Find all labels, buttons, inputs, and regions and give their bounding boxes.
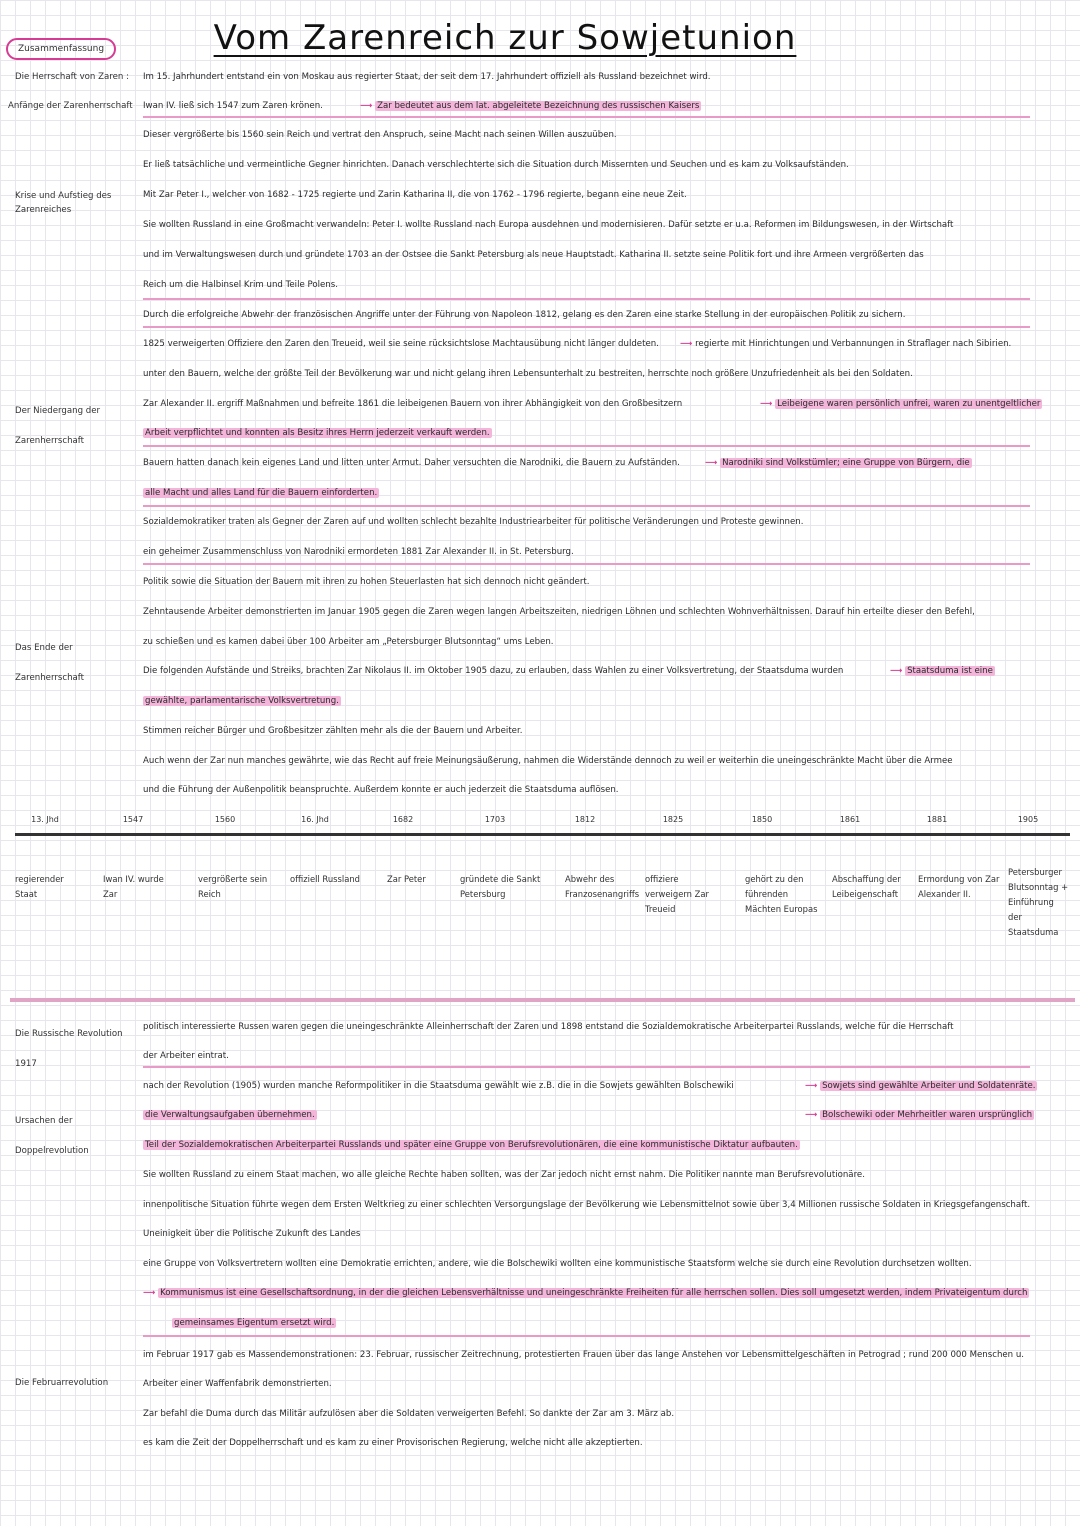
arrow-note — [805, 1110, 1034, 1120]
arrow-icon: ⟶ — [760, 399, 773, 409]
timeline-label: gründete die Sankt Petersburg — [460, 874, 541, 899]
arrow-note — [705, 458, 972, 468]
timeline-tick: 1861 — [839, 815, 861, 824]
summary-badge: Zusammenfassung — [6, 38, 116, 60]
arrow-note — [760, 399, 1042, 409]
arrow-icon: ⟶ — [890, 666, 903, 676]
highlight-note: gewählte, parlamentarische Volksvertretung. — [145, 696, 339, 706]
timeline-label: regierender Staat — [15, 874, 64, 899]
timeline-tick: 1547 — [122, 815, 144, 824]
text-line: Die folgenden Aufstände und Streiks, brachten Zar Nikolaus II. im Oktober 1905 dazu, zu erlauben, dass Wahlen zu einer Volksvertretung, der Staatsduma wurden — [143, 666, 844, 676]
text-line: Dieser vergrößerte bis 1560 sein Reich und vertrat den Anspruch, seine Macht nach seinen Willen auszuüben. — [143, 130, 617, 140]
text-line: Im 15. Jahrhundert entstand ein von Moskau aus regierter Staat, der seit dem 17. Jahrhundert offiziell als Russland bezeichnet wird. — [143, 72, 711, 82]
highlight-note: gemeinsames Eigentum ersetzt wird. — [174, 1318, 335, 1328]
section-divider — [10, 998, 1075, 1002]
timeline-tick: 1682 — [392, 815, 414, 824]
note-text: regierte mit Hinrichtungen und Verbannungen in Straflager nach Sibirien. — [695, 339, 1012, 349]
section-label-anfaenge: Anfänge der Zarenherrschaft — [8, 101, 133, 111]
text-line: Arbeiter einer Waffenfabrik demonstrierten. — [143, 1379, 332, 1389]
highlight-line — [143, 696, 341, 706]
text-line: Politik sowie die Situation der Bauern mit ihren zu hohen Steuerlasten hat sich dennoch nicht geändert. — [143, 577, 590, 587]
text-line: Mit Zar Peter I., welcher von 1682 - 1725 regierte und Zarin Katharina II, die von 1762 - 1796 regierte, begann eine neue Zeit. — [143, 190, 687, 200]
divider — [143, 298, 1030, 300]
text-line: zu schießen und es kamen dabei über 100 Arbeiter am „Petersburger Blutsonntag“ ums Leben. — [143, 637, 554, 647]
text-line: Stimmen reicher Bürger und Großbesitzer zählten mehr als die der Bauern und Arbeiter. — [143, 726, 523, 736]
arrow-icon: ⟶ — [680, 339, 693, 349]
highlight-note: die Verwaltungsaufgaben übernehmen. — [145, 1110, 315, 1120]
arrow-icon: ⟶ — [705, 458, 718, 468]
text-line: Uneinigkeit über die Politische Zukunft des Landes — [143, 1229, 361, 1239]
text-line: und die Führung der Außenpolitik beanspruchte. Außerdem konnte er auch jederzeit die Staatsduma auflösen. — [143, 785, 619, 795]
timeline-label: offiziere verweigern Zar Treueid — [645, 874, 709, 914]
timeline-tick: 1812 — [574, 815, 596, 824]
timeline-tick: 1881 — [926, 815, 948, 824]
text-line: nach der Revolution (1905) wurden manche Reformpolitiker in die Staatsduma gewählt wie z.B. die in die Sowjets gewählten Bolschewiki — [143, 1081, 734, 1091]
divider — [143, 563, 1030, 565]
section-label-niedergang: Der Niedergang der Zarenherrschaft — [15, 406, 101, 446]
text-line: eine Gruppe von Volksvertretern wollten eine Demokratie errichten, andere, wie die Bolschewiki wollten eine kommunistische Staatsform welche sie durch eine Revolution durchsetzen wollten. — [143, 1259, 972, 1269]
timeline-tick: 1560 — [214, 815, 236, 824]
highlight-line — [143, 428, 492, 438]
highlight-note: Kommunismus ist eine Gesellschaftsordnung, in der die gleichen Lebensverhältnisse und uneingeschränkte Freiheiten für alle herrschen sollen. Dies soll umgesetzt werden, indem Privateigentum durch — [160, 1288, 1028, 1298]
highlight-note: Sowjets sind gewählte Arbeiter und Soldatenräte. — [822, 1081, 1036, 1091]
divider — [143, 326, 1030, 328]
text-line: Sozialdemokratiker traten als Gegner der Zaren auf und wollten schlecht bezahlte Industriearbeiter für politische Veränderungen und Proteste gewinnen. — [143, 517, 804, 527]
section-label-ende: Das Ende der Zarenherrschaft — [15, 643, 85, 683]
text-line: es kam die Zeit der Doppelherrschaft und es kam zu einer Provisorischen Regierung, welche nicht alle akzeptierten. — [143, 1438, 643, 1448]
text-line: Er ließ tatsächliche und vermeintliche Gegner hinrichten. Danach verschlechterte sich die Situation durch Missernten und Seuchen und es kam zu Volksaufständen. — [143, 160, 849, 170]
text-line: Sie wollten Russland zu einem Staat machen, wo alle gleiche Rechte haben sollten, was der Zar jedoch nicht ernst nahm. Die Politiker nannte man Berufsrevolutionäre. — [143, 1170, 865, 1180]
highlight-note: Staatsduma ist eine — [907, 666, 993, 676]
section-label-ursachen: Ursachen der Doppelrevolution — [15, 1116, 89, 1156]
text-line: Auch wenn der Zar nun manches gewährte, wie das Recht auf freie Meinungsäußerung, nahmen die Widerstände dennoch zu weil er weiterhin die uneingeschränkte Macht über die Armee — [143, 756, 953, 766]
text-line: innenpolitische Situation führte wegen dem Ersten Weltkrieg zu einer schlechten Versorgungslage der Bevölkerung wie Lebensmittelnot sowie über 3,4 Millionen russische Soldaten in Kriegsgefangenschaft. — [143, 1200, 1031, 1210]
text-line: politisch interessierte Russen waren gegen die uneingeschränkte Alleinherrschaft der Zaren und 1898 entstand die Sozialdemokratische Arbeiterpartei Russlands, welche für die Herrschaft — [143, 1022, 954, 1032]
timeline-label: Iwan IV. wurde Zar — [103, 874, 164, 899]
timeline-tick: 1825 — [662, 815, 684, 824]
highlight-note: Bolschewiki oder Mehrheitler waren ursprünglich — [822, 1110, 1033, 1120]
divider — [143, 445, 1030, 447]
section-label-krise: Krise und Aufstieg des Zarenreiches — [15, 191, 112, 215]
text-line: Durch die erfolgreiche Abwehr der französischen Angriffe unter der Führung von Napoleon 1812, gelang es den Zaren eine starke Stellung in der europäischen Politik zu sichern. — [143, 310, 906, 320]
timeline-label: gehört zu den führenden Mächten Europas — [745, 874, 818, 914]
divider — [143, 116, 1030, 118]
arrow-icon: ⟶ — [805, 1081, 818, 1091]
arrow-icon: ⟶ Zar bedeutet aus dem lat. abgeleitete Bezeichnung des russischen Kaisers — [360, 101, 700, 111]
page-title: Vom Zarenreich zur Sowjetunion — [213, 18, 797, 58]
timeline-label: offiziell Russland — [290, 874, 360, 884]
arrow-icon: ⟶ — [143, 1288, 156, 1298]
text-line: und im Verwaltungswesen durch und gründete 1703 an der Ostsee die Sankt Petersburg als neue Hauptstadt. Katharina II. setzte seine Politik fort und ihre Armeen vergrößerten das — [143, 250, 924, 260]
timeline-tick: 13. Jhd — [31, 815, 59, 824]
highlight-note: Leibeigene waren persönlich unfrei, waren zu unentgeltlicher — [777, 399, 1041, 409]
text-line: im Februar 1917 gab es Massendemonstrationen: 23. Februar, russischer Zeitrechnung, protestierten Frauen über das lange Anstehen vor Lebensmittelgeschäften in Petrograd ; rund 200 000 Menschen u. — [143, 1350, 1025, 1360]
highlight-note: Narodniki sind Volkstümler; eine Gruppe von Bürgern, die — [722, 458, 970, 468]
section-label-revolution: Die Russische Revolution 1917 — [15, 1029, 123, 1069]
highlight-note: alle Macht und alles Land für die Bauern einforderten. — [145, 488, 378, 498]
text-line: unter den Bauern, welche der größte Teil der Bevölkerung war und nicht gelang ihren Lebensunterhalt zu bestreiten, herrschte noch größere Unzufriedenheit als bei den Soldaten. — [143, 369, 913, 379]
timeline-label: Zar Peter — [387, 874, 426, 884]
timeline-tick: 1905 — [1017, 815, 1039, 824]
arrow-note — [680, 339, 1011, 349]
divider — [143, 505, 1030, 507]
text-line: Zar befahl die Duma durch das Militär aufzulösen aber die Soldaten verweigerten Befehl. So dankte der Zar am 3. März ab. — [143, 1409, 675, 1419]
text-line: Sie wollten Russland in eine Großmacht verwandeln: Peter I. wollte Russland nach Europa ausdehnen und modernisieren. Dafür setzte er u.a. Reformen im Bildungswesen, in der Wirtschaft — [143, 220, 954, 230]
highlight-line — [143, 1140, 800, 1150]
highlight-note: Teil der Sozialdemokratischen Arbeiterpartei Russlands und später eine Gruppe von Berufsrevolutionären, die eine kommunistische Diktatur aufbauten. — [145, 1140, 798, 1150]
highlight-line — [143, 1110, 317, 1120]
highlight-note: Arbeit verpflichtet und konnten als Besitz ihres Herrn jederzeit verkauft werden. — [145, 428, 490, 438]
timeline-axis — [15, 833, 1070, 836]
text-line: Iwan IV. ließ sich 1547 zum Zaren krönen. — [143, 101, 323, 111]
timeline-tick: 1850 — [751, 815, 773, 824]
divider — [143, 1335, 1030, 1337]
timeline-label: Abschaffung der Leibeigenschaft — [832, 874, 901, 899]
timeline-label: vergrößerte sein Reich — [198, 874, 268, 899]
timeline-label: Ermordung von Zar Alexander II. — [918, 874, 1000, 899]
text-line: ein geheimer Zusammenschluss von Narodniki ermordeten 1881 Zar Alexander II. in St. Petersburg. — [143, 547, 574, 557]
text-line: Zehntausende Arbeiter demonstrierten im Januar 1905 gegen die Zaren wegen langen Arbeitszeiten, niedrigen Löhnen und schlechten Wohnverhältnissen. Darauf hin erteilte dieser den Befehl, — [143, 607, 975, 617]
text-line: 1825 verweigerten Offiziere den Zaren den Treueid, weil sie seine rücksichtslose Machtausübung nicht länger duldeten. — [143, 339, 659, 349]
timeline-tick: 16. Jhd — [301, 815, 329, 824]
arrow-note — [143, 1288, 1029, 1298]
divider — [143, 1066, 1030, 1068]
section-label-herrschaft: Die Herrschaft von Zaren : — [15, 72, 129, 82]
text-line: Bauern hatten danach kein eigenes Land und litten unter Armut. Daher versuchten die Narodniki, die Bauern zu Aufständen. — [143, 458, 680, 468]
text-line: der Arbeiter eintrat. — [143, 1051, 229, 1061]
timeline-label: Abwehr des Franzosenangriffs — [565, 874, 640, 899]
arrow-icon: ⟶ — [805, 1110, 818, 1120]
arrow-note — [805, 1081, 1037, 1091]
timeline-tick: 1703 — [484, 815, 506, 824]
arrow-note — [890, 666, 995, 676]
section-label-februar: Die Februarrevolution — [15, 1378, 109, 1388]
highlight-line — [143, 488, 379, 498]
highlight-note: Zar bedeutet aus dem lat. abgeleitete Bezeichnung des russischen Kaisers — [377, 101, 700, 111]
highlight-line — [172, 1318, 336, 1328]
timeline-label: Petersburger Blutsonntag + Einführung der Staatsduma — [1008, 867, 1069, 937]
text-line: Zar Alexander II. ergriff Maßnahmen und befreite 1861 die leibeigenen Bauern von ihrer Abhängigkeit von den Großbesitzern — [143, 399, 683, 409]
text-line: Reich um die Halbinsel Krim und Teile Polens. — [143, 280, 338, 290]
